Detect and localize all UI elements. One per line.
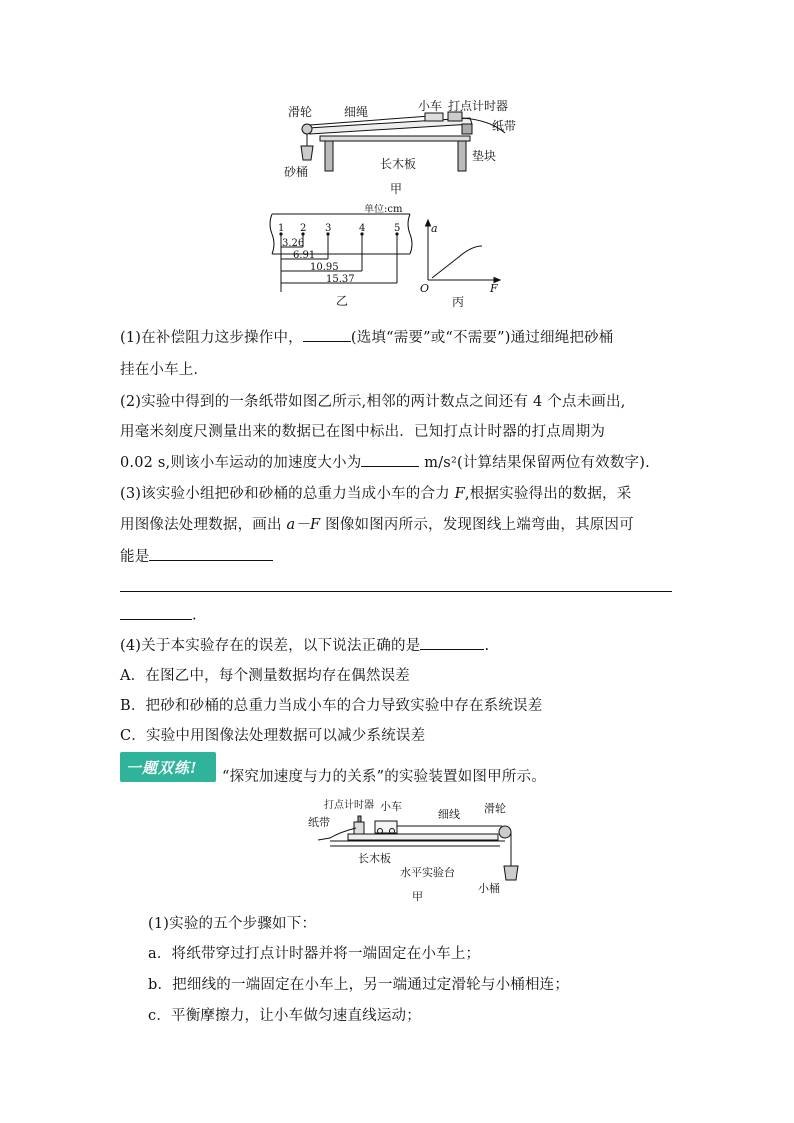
q1-line2: 挂在小车上． (120, 362, 209, 378)
step-item: a．将纸带穿过打点计时器并将一端固定在小车上； (148, 946, 481, 962)
long-board (348, 834, 498, 840)
timer-icon (448, 112, 462, 121)
point-label: 4 (359, 223, 366, 234)
answer-blank[interactable] (361, 452, 419, 468)
caption-a: 甲 (390, 182, 403, 196)
pulley-icon (499, 826, 511, 838)
label-bucket: 小桶 (478, 882, 500, 895)
caption-b: 乙 (336, 294, 349, 308)
bucket-icon (504, 866, 518, 880)
practice-badge: 一题双练! (120, 752, 216, 782)
point-label: 5 (394, 223, 401, 234)
pulley-icon (302, 124, 312, 134)
label-pulley: 滑轮 (288, 105, 313, 119)
label-cart: 小车 (418, 99, 443, 113)
answer-line[interactable] (120, 591, 672, 592)
q1-line1: (1)在补偿阻力这步操作中， (选填“需要”或“不需要”)通过细绳把砂桶 (120, 326, 614, 347)
block-icon (462, 124, 472, 134)
x-axis-label: F (490, 282, 498, 295)
step-item: b．把细线的一端固定在小车上，另一端通过定滑轮与小桶相连； (148, 977, 570, 993)
answer-blank[interactable] (120, 604, 192, 620)
label-board: 长木板 (358, 852, 391, 865)
point-label: 2 (300, 223, 307, 234)
answer-blank[interactable] (420, 635, 484, 651)
distance-label: 10.95 (310, 262, 339, 273)
board-surface (320, 136, 470, 141)
q2-line3: 0.02 s,则该小车运动的加速度大小为 m/s²(计算结果保留两位有效数字). (120, 451, 650, 472)
caption-c: 丙 (452, 295, 465, 309)
label-block: 垫块 (472, 149, 497, 163)
q2-line2: 用毫米刻度尺测量出来的数据已在图中标出．已知打点计时器的打点周期为 (120, 424, 606, 440)
distance-label: 3.26 (282, 238, 305, 249)
label-cart: 小车 (380, 800, 402, 813)
q4-stem: (4)关于本实验存在的误差，以下说法正确的是 . (120, 634, 489, 655)
label-tape: 纸带 (308, 816, 330, 829)
q3-line2: 用图像法处理数据，画出 a－F 图像如图丙所示，发现图线上端弯曲，其原因可 (120, 517, 634, 533)
answer-blank[interactable] (149, 546, 273, 562)
q4-option-b: B．把砂和砂桶的总重力当成小车的合力导致实验中存在系统误差 (120, 698, 543, 714)
tape-unit: 单位:cm (364, 204, 403, 215)
cart-icon (375, 821, 397, 833)
y-axis-label: a (431, 222, 438, 235)
label-timer: 打点计时器 (448, 99, 509, 113)
answer-blank[interactable] (303, 327, 351, 343)
distance-label: 6.91 (293, 250, 316, 261)
q2-line1: (2)实验中得到的一条纸带如图乙所示,相邻的两计数点之间还有 4 个点未画出, (120, 394, 626, 410)
q4-option-c: C．实验中用图像法处理数据可以减少系统误差 (120, 728, 426, 744)
q3-line-end: . (120, 604, 197, 624)
step-item: c．平衡摩擦力，让小车做匀速直线运动； (148, 1008, 421, 1024)
af-curve (432, 246, 482, 278)
label-board: 长木板 (380, 157, 417, 171)
figure-tape (266, 204, 416, 312)
q4-option-a: A．在图乙中，每个测量数据均存在偶然误差 (120, 668, 410, 684)
label-tape: 纸带 (492, 119, 517, 133)
cart-icon (425, 113, 443, 121)
bucket-icon (301, 146, 313, 160)
label-bucket: 砂桶 (284, 165, 309, 179)
steps-title: (1)实验的五个步骤如下： (148, 916, 317, 932)
label-string: 细线 (438, 808, 460, 821)
figure-af-graph (416, 218, 506, 312)
q3-line3: 能是 (120, 545, 273, 566)
point-label: 3 (325, 223, 332, 234)
figure-apparatus-b (300, 796, 530, 910)
label-string: 细绳 (344, 105, 369, 119)
distance-label: 15.37 (326, 274, 355, 285)
point-label: 1 (278, 223, 285, 234)
long-board (308, 118, 472, 134)
origin-label: O (420, 282, 430, 295)
label-pulley: 滑轮 (484, 802, 506, 815)
practice-stem: “探究加速度与力的关系”的实验装置如图甲所示。 (222, 769, 546, 785)
label-table: 水平实验台 (400, 866, 455, 879)
q3-line1: (3)该实验小组把砂和砂桶的总重力当成小车的合力 F,根据实验得出的数据，采 (120, 486, 632, 502)
caption-d: 甲 (412, 890, 423, 903)
figure-apparatus-a (280, 98, 540, 198)
label-timer: 打点计时器 (324, 800, 374, 811)
